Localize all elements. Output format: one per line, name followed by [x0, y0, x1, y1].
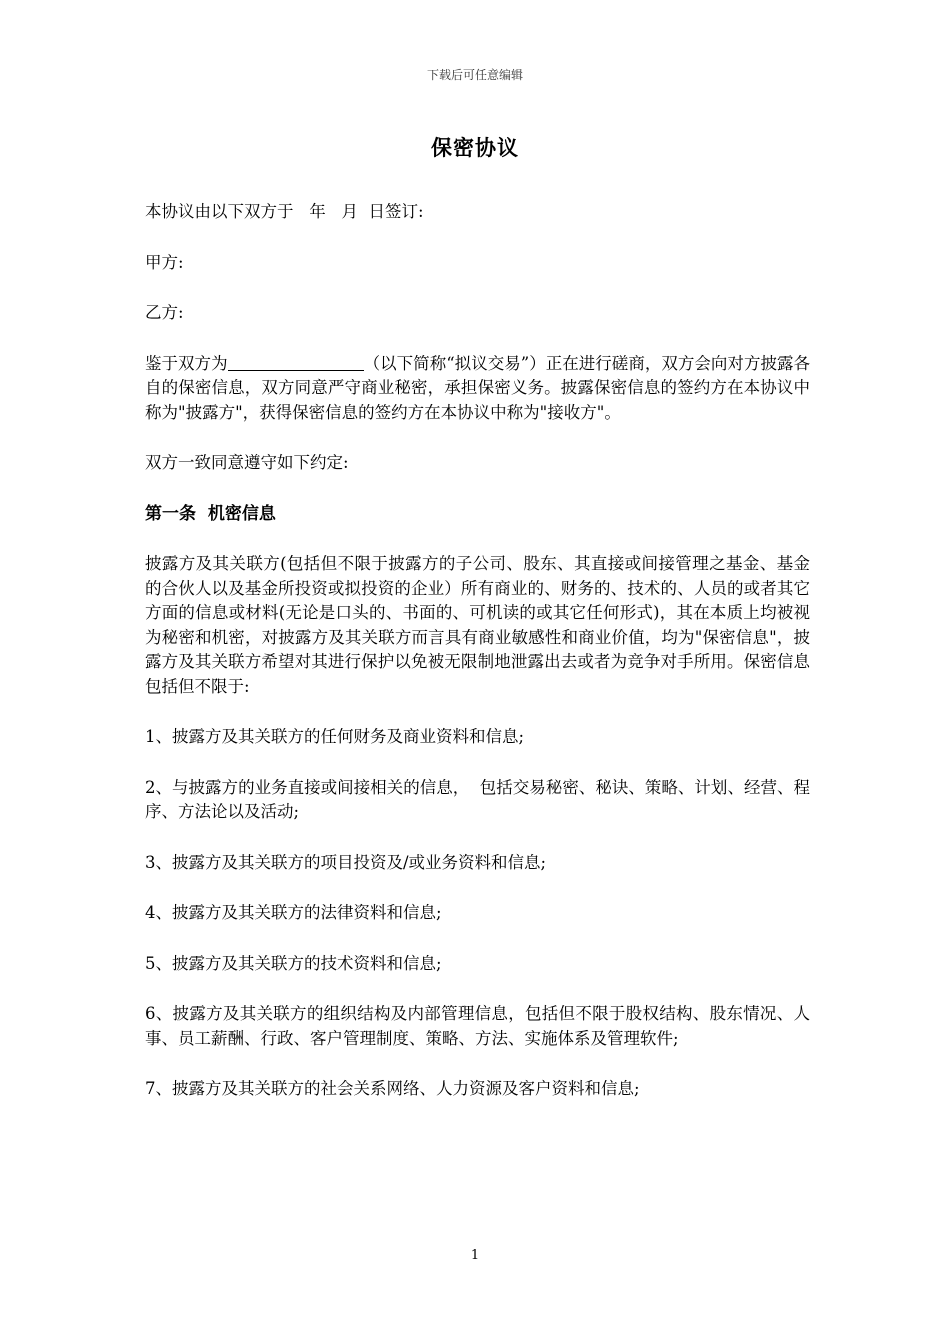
agreement-line: 双方一致同意遵守如下约定:	[145, 453, 349, 472]
transaction-blank-field[interactable]	[228, 354, 364, 371]
recital-text: （以下简称“拟议交易”）正在进行磋商，双方会向对方披露各自的保密信息，双方同意严守商业秘密，承担保密义务。披露保密信息的签约方在本协议中称为"披露方"，获得保密信息的签约方在本协议中称为"接收方"。	[145, 353, 811, 422]
document-title: 保密协议	[431, 135, 519, 160]
section-body: 披露方及其关联方(包括但不限于披露方的子公司、股东、其直接或间接管理之基金、基金的合伙人以及基金所投资或拟投资的企业）所有商业的、财务的、技术的、人员的或者其它方面的信息或材料(无论是口头的、书面的、可机读的或其它任何形式)，其在本质上均被视为秘密和机密，对披露方及其关联方而言具有商业敏感性和商业价值，均为"保密信息"，披露方及其关联方希望对其进行保护以免被无限制地泄露出去或者为竞争对手所用。保密信息包括但不限于:	[145, 554, 810, 696]
section-heading: 第一条 机密信息	[145, 503, 276, 524]
party-a-line: 甲方:	[145, 252, 184, 272]
list-item: 4、披露方及其关联方的法律资料和信息;	[145, 903, 442, 922]
list-item: 2、与披露方的业务直接或间接相关的信息， 包括交易秘密、秘诀、策略、计划、经营、程序、方法论以及活动;	[145, 777, 810, 821]
recital-lead: 鉴于双方为	[145, 353, 228, 373]
list-item: 1、披露方及其关联方的任何财务及商业资料和信息;	[145, 727, 525, 746]
list-item: 5、披露方及其关联方的技术资料和信息;	[145, 953, 442, 973]
party-b-line: 乙方:	[145, 303, 184, 322]
list-item: 3、披露方及其关联方的项目投资及/或业务资料和信息;	[145, 852, 547, 872]
page-number: 1	[470, 1248, 480, 1263]
list-item: 6、披露方及其关联方的组织结构及内部管理信息，包括但不限于股权结构、股东情况、人事、员工薪酬、行政、客户管理制度、策略、方法、实施体系及管理软件;	[145, 1004, 810, 1048]
recital-paragraph	[145, 352, 810, 426]
intro-line: 本协议由以下双方于 年 月 日签订:	[145, 202, 424, 221]
document-body	[145, 200, 810, 1102]
page-header: 下载后可任意编辑	[426, 68, 523, 82]
list-item: 7、披露方及其关联方的社会关系网络、人力资源及客户资料和信息;	[145, 1079, 640, 1098]
